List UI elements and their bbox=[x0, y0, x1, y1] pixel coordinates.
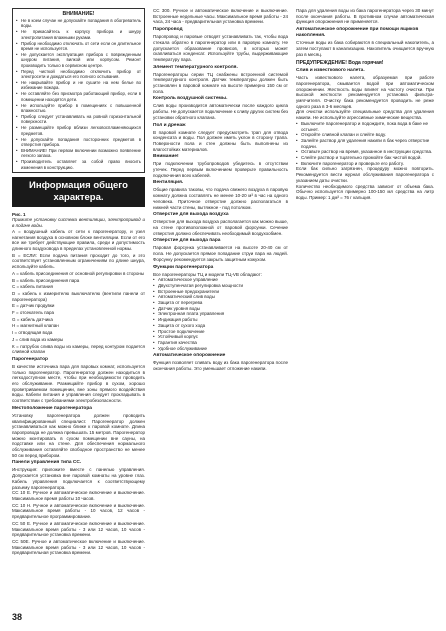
paragraph-air-system: Слив воды производится автоматически после каждого цикла работы. Не допускается подключение к сливу других систем без установки обратного клапана. bbox=[153, 103, 288, 120]
feature-item: • Автоматический слив воды bbox=[153, 294, 288, 300]
paragraph: В = ЕСЛИ: Если подача питания проходит до того, и это соответствует установленным ограничениям по длине шнура, используйте кабель. bbox=[12, 252, 145, 270]
feature-item: • Двухступенчатая регулировка мощности bbox=[153, 283, 288, 289]
heading-auto-drain: Автоматическое опорожнение bbox=[153, 353, 226, 359]
warning-item: • Перед чисткой необходимо отключить прибор от электросети и дождаться его полного остывания. bbox=[16, 69, 141, 80]
column-middle bbox=[153, 8, 288, 372]
feature-item: • Гарантия качества bbox=[153, 340, 288, 346]
feature-item: • Индикация работы bbox=[153, 317, 288, 323]
heading-ventilation: Вентиляция. bbox=[153, 180, 184, 186]
legend-item: Н = магнитный клапан bbox=[12, 323, 59, 329]
feature-item: • Автоматическое управление bbox=[153, 277, 288, 283]
paragraph-quantity: Количество необходимого средства зависит от объема бака. Обычно используется примерно 100-150 мл средства на литр воды. Пример: 1 дм³ = 76 г кальция. bbox=[296, 183, 434, 200]
paragraph-steam-pipe: Паропровод и паровые отводят устанавливать так, чтобы вода стекала обратно в парогенератор или в паровую комнату. Не допускается образование провисов, в которых может скапливаться конденсат. Используйте трубы, выдерживающие температуру пара. bbox=[153, 34, 288, 62]
feature-item: • Защита от перегрева bbox=[153, 300, 288, 306]
paragraph-descaling-agents: Для очистки используйте специальные средства для удаления накипи. Не используйте агрессивные химические вещества. bbox=[296, 109, 434, 121]
warning-item: • Не в коем случае не допускайте попадания в обогреватель воды. bbox=[16, 18, 141, 29]
control-panel-item: СС 50 Е. Ручное и автоматическое включение и выключение. Максимальное время работы - 3 или 12 часов, 10 часов - предварительное установка времени. bbox=[12, 520, 145, 538]
paragraph-temperature-control: Парогенераторы серии ТЦ снабжены встроенной системой температурного контроля. Датчик температуры должен быть установлен в паровой комнате на высоте примерно 150 см от пола. bbox=[153, 71, 288, 94]
paragraph-auto-drain-tank: Сточные воды из бака собираются в специальный накопитель, а затем поступают в канализацию. Накопитель очищается вручную раз в месяц. bbox=[296, 40, 434, 57]
step-item: • Откройте сливной клапан и слейте воду. bbox=[296, 132, 434, 138]
step-item: • Слейте раствор и тщательно промойте бак чистой водой. bbox=[296, 155, 434, 161]
paragraph-cc300: СС 300. Ручное и автоматическое включение и выключение. Встроенные недельные часы. Максимальное время работы - 24 часа, 24 часа - предварительная установка времени. bbox=[153, 8, 288, 25]
warning-hot-water: ПРЕДУПРЕЖДЕНИЕ! Вода горячая! bbox=[296, 60, 384, 67]
paragraph: А = воздушный кабель от сети к парогенератору, и узел нагнетания воздуха в основном блоке вентиляции. Если от его все же требует действующие правила, среди и допустимость длинного воздуховода в пределах установленной нормы. bbox=[12, 228, 145, 251]
legend-item: Е = датчик продувки bbox=[12, 303, 55, 309]
control-panel-item: СС 10 Е. Ручное и автоматическое включение и выключение. Максимальное время работы 10 часов. bbox=[12, 490, 145, 501]
paragraph-air-outlet: Отверстие для выхода воздуха располагается как можно выше, на стене противоположной от паровой форсунки. Сечение отверстия должно обеспечивать необходимый воздухообмен. bbox=[153, 219, 288, 236]
paragraph-steam-outlet: Паровая форсунка устанавливается на высоте 20-40 см от пола. Не допускается прямое попадание струи пара на людей. Форсунку рекомендуется закрыть защитным кожухом. bbox=[153, 245, 288, 262]
page-number: 38 bbox=[12, 612, 23, 622]
paragraph-repeat: Если бак сильно загрязнен, процедуру можно повторить. Рекомендуется вести журнал обслуживания парогенератора с указанием даты очистки. bbox=[296, 166, 434, 183]
paragraph-intro-right: Пара для удаления воды из бака парогенератора через 30 минут после окончания работы. В противном случае автоматическая функция опорожнения не применяется. bbox=[296, 8, 434, 25]
heading-steam-outlet: Отверстие для выхода пара bbox=[153, 238, 221, 244]
warning-item: • Не прикасайтесь к корпусу прибора и шнуру электропитания влажными руками. bbox=[16, 29, 141, 40]
legend-item: С = кабель питания bbox=[12, 284, 53, 290]
warning-item: • Прибор необходимо отключать от сети если он длительное время не используется. bbox=[16, 41, 141, 52]
warning-item: • Не размещайте прибор вблизи легковоспламеняющихся предметов. bbox=[16, 125, 141, 136]
warning-item: • Не накрывайте прибор и не сушите на нем белье во избежание пожара. bbox=[16, 80, 141, 91]
paragraph-group bbox=[12, 229, 145, 270]
step-item: • Выключите парогенератор и подождите, пока вода в баке не остынет. bbox=[296, 121, 434, 132]
step-item: • Оставьте раствор на время, указанное в инструкции средства. bbox=[296, 149, 434, 155]
legend-item: К = патрубок слива воды из камеры, перед контуром подается сливной клапан bbox=[12, 343, 145, 355]
legend-item: D = кабель к измерителю выключателю (вентили панели от парогенератора) bbox=[12, 290, 145, 302]
paragraph-steam-generator: В качестве источника пара для паровых комнат, используется только парогенератор. Парогенератор должен находиться в легкодоступном месте, чтобы при необходимости проводить его обслуживание. Размещайте прибор в сухом, хорошо проветриваемом помещении, вне зоны прямого воздействия воды. Кабели питания и управления следует прокладывать в соответствии с требованиями электробезопасности. bbox=[12, 363, 145, 404]
paragraph-location: Установку парогенератора должен проводить квалифицированный специалист. Парогенератор должен устанавливаться как можно ближе к паровой комнате. Длина паропровода не должна превышать 15 метров. Парогенератор можно монтировать в сухом помещении вне сауны, на подставке или на стене. Для обеспечения нормального обслуживания оставляйте свободное пространство не менее 50 см перед прибором. bbox=[12, 412, 145, 458]
feature-item: • Датчик уровня воды bbox=[153, 306, 288, 312]
paragraph-floor-drain: В паровой комнате следует предусмотреть трап для отвода конденсата и воды. Пол должен иметь уклон в сторону трапа. Поверхности пола и стен должны быть выполнены из влагостойких материалов. bbox=[153, 129, 288, 152]
feature-item: • Защита от сухого хода bbox=[153, 323, 288, 329]
descaling-steps bbox=[296, 121, 434, 167]
heading-air-system: Контроль воздушной системы. bbox=[153, 96, 228, 102]
legend-item: J = слив вода из камеры bbox=[12, 336, 64, 342]
warning-item: • Не оставляйте без присмотра работающий прибор, если в помещении находятся дети. bbox=[16, 91, 141, 102]
heading-functions: Функции парогенератора bbox=[153, 264, 214, 270]
warning-item: • Не допускается эксплуатация прибора с поврежденным шнуром питания, вилкой или корпусом. Ремонт производить только в сервисном центре. bbox=[16, 52, 141, 68]
paragraph-ventilation: Общие правила таковы, что подача свежего воздуха в паровую комнату должна составлять не менее 10-20 м³ в час на одного человека. Приточное отверстие должно располагаться в нижней части стены, вытяжное - под потолком. bbox=[153, 187, 288, 210]
legend-item: G = кабель датчика bbox=[12, 316, 53, 322]
heading-steam-generator: Парогенератор bbox=[12, 356, 48, 362]
warning-box bbox=[12, 8, 145, 173]
heading-air-outlet: Отверстие для выхода воздуха bbox=[153, 212, 229, 218]
feature-item: • Встроенные предохранители bbox=[153, 289, 288, 295]
heading-location: Местоположение парогенератора bbox=[12, 405, 92, 411]
column-left bbox=[12, 8, 145, 557]
heading-temperature-control: Элемент температурного контроля. bbox=[153, 64, 238, 70]
warning-list bbox=[16, 18, 141, 170]
legend-item: I = отводящая вода bbox=[12, 330, 53, 336]
figure-caption: Примите установку система вентиляции, электропривод и в подаче воды. bbox=[12, 217, 145, 229]
legend-item: В = кабель присоединения пара bbox=[12, 277, 80, 283]
warning-item: • Прибор следует устанавливать на ровной горизонтальной поверхности. bbox=[16, 114, 141, 125]
control-panel-item: СС 10 Н. Ручное и автоматическое включение и выключение. Максимальное время работы - 10 часов, 12 часов - предварительное программирование. bbox=[12, 502, 145, 520]
feature-item: • Удобное обслуживание bbox=[153, 346, 288, 352]
figure-title: Рис. 1 bbox=[12, 212, 26, 218]
legend-item: F = отсекатель пара bbox=[12, 310, 55, 316]
warning-item: • ВНИМАНИЕ! При первом включении возможно появление легкого запаха. bbox=[16, 148, 141, 159]
heading-floor-drain: Пол и дренаж bbox=[153, 122, 186, 128]
legend-item: А = кабель присоединения от основной регулировки в стороны bbox=[12, 270, 145, 276]
paragraph-auto-drain: Функция позволяет сливать воду из бака парогенератора после окончания работы. Это уменьшает отложение накипи. bbox=[153, 360, 288, 372]
feature-item: • Электронная плата управления bbox=[153, 311, 288, 317]
column-right bbox=[296, 8, 434, 201]
heading-attention: Внимание! bbox=[153, 154, 179, 160]
warning-title: ВНИМАНИЕ! bbox=[62, 11, 95, 17]
step-item: • Включите парогенератор и проверьте его работу. bbox=[296, 161, 434, 167]
warning-item: • Производитель оставляет за собой право вносить изменения в конструкцию. bbox=[16, 159, 141, 170]
control-panel-item: СС 50Е. Ручное и автоматическое включение и выключение. Максимальное время работы - 3 или 12 часов, 10 часов - предварительная установка времени. bbox=[12, 538, 145, 556]
feature-item: • Простое подключение bbox=[153, 329, 288, 335]
paragraph-functions: Все парогенераторы ТЦ и модели ТЦ-VB обладают: bbox=[153, 271, 262, 277]
warning-item: • Не допускайте попадания посторонних предметов в отверстия прибора. bbox=[16, 137, 141, 148]
feature-item: • Устойчивый корпус bbox=[153, 334, 288, 340]
heading-steam-pipe: Паропровод bbox=[153, 27, 183, 33]
heading-auto-drain-tank: Автоматическое опорожнение при помощи ящиков накопления. bbox=[296, 27, 419, 39]
figure-legend bbox=[12, 271, 145, 355]
heading-control-panels: Панели управления типа СС. bbox=[12, 460, 82, 466]
paragraph-descaling: Часть известкового налета, образуемая при работе парогенератора, смывается водой при автоматическом опорожнении. Жесткость воды влияет на частоту очистки. При высокой жесткости рекомендуется установка фильтра-умягчителя. Очистку бака рекомендуется проводить не реже одного раза в 3-6 месяцев. bbox=[296, 75, 434, 109]
heading-descaling: Слив и известкового налета. bbox=[296, 68, 365, 74]
feature-list bbox=[153, 277, 288, 351]
section-banner: Информация общего характера. bbox=[12, 177, 145, 207]
paragraph-attention: При подключении трубопроводов убедитесь в отсутствии утечек. Перед первым включением проверьте правильность подключения всех кабелей. bbox=[153, 161, 288, 178]
paragraph-control-panels: Инструкция: приложите вместе с панелью управления. Допускается установка вне паровой комнаты на уровне глаз. Кабель управления подключается к соответствующему разъему парогенератора. bbox=[12, 467, 145, 490]
step-item: • Залейте раствор для удаления накипи в бак через отверстие подачи. bbox=[296, 138, 434, 149]
warning-item: • Не используйте прибор в помещениях с повышенной влажностью. bbox=[16, 103, 141, 114]
control-panel-list bbox=[12, 490, 145, 556]
